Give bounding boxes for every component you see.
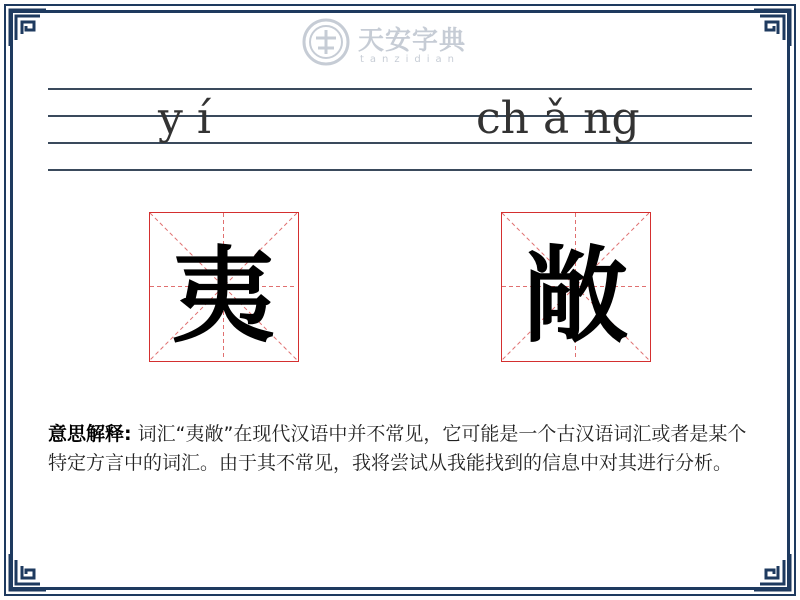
pinyin-second: ch ǎ ng [476, 93, 640, 144]
corner-ornament-bottom-right [752, 552, 792, 592]
brand-logo-icon [302, 18, 350, 66]
hanzi-first: 夷 [171, 233, 276, 357]
meaning-text: 词汇“夷敞”在现代汉语中并不常见，它可能是一个古汉语词汇或者是某个特定方言中的词汇。由于其不常见，我将尝试从我能找到的信息中对其进行分析。 [48, 423, 747, 474]
staff-line [48, 115, 752, 117]
meaning-paragraph [48, 420, 752, 478]
meaning-label: 意思解释: [48, 423, 132, 445]
pinyin-first: y í [158, 93, 211, 144]
brand-name: 天安字典 [358, 26, 467, 56]
staff-line [48, 142, 752, 144]
hanzi-second: 敞 [523, 233, 628, 357]
brand-watermark [302, 14, 502, 72]
brand-subtitle: tanzidian [360, 54, 461, 65]
character-grid-second [501, 212, 651, 362]
staff-line [48, 88, 752, 90]
staff-line [48, 169, 752, 171]
corner-ornament-top-right [752, 8, 792, 48]
character-grid-first [149, 212, 299, 362]
pinyin-staff [48, 88, 752, 172]
corner-ornament-top-left [8, 8, 48, 48]
corner-ornament-bottom-left [8, 552, 48, 592]
